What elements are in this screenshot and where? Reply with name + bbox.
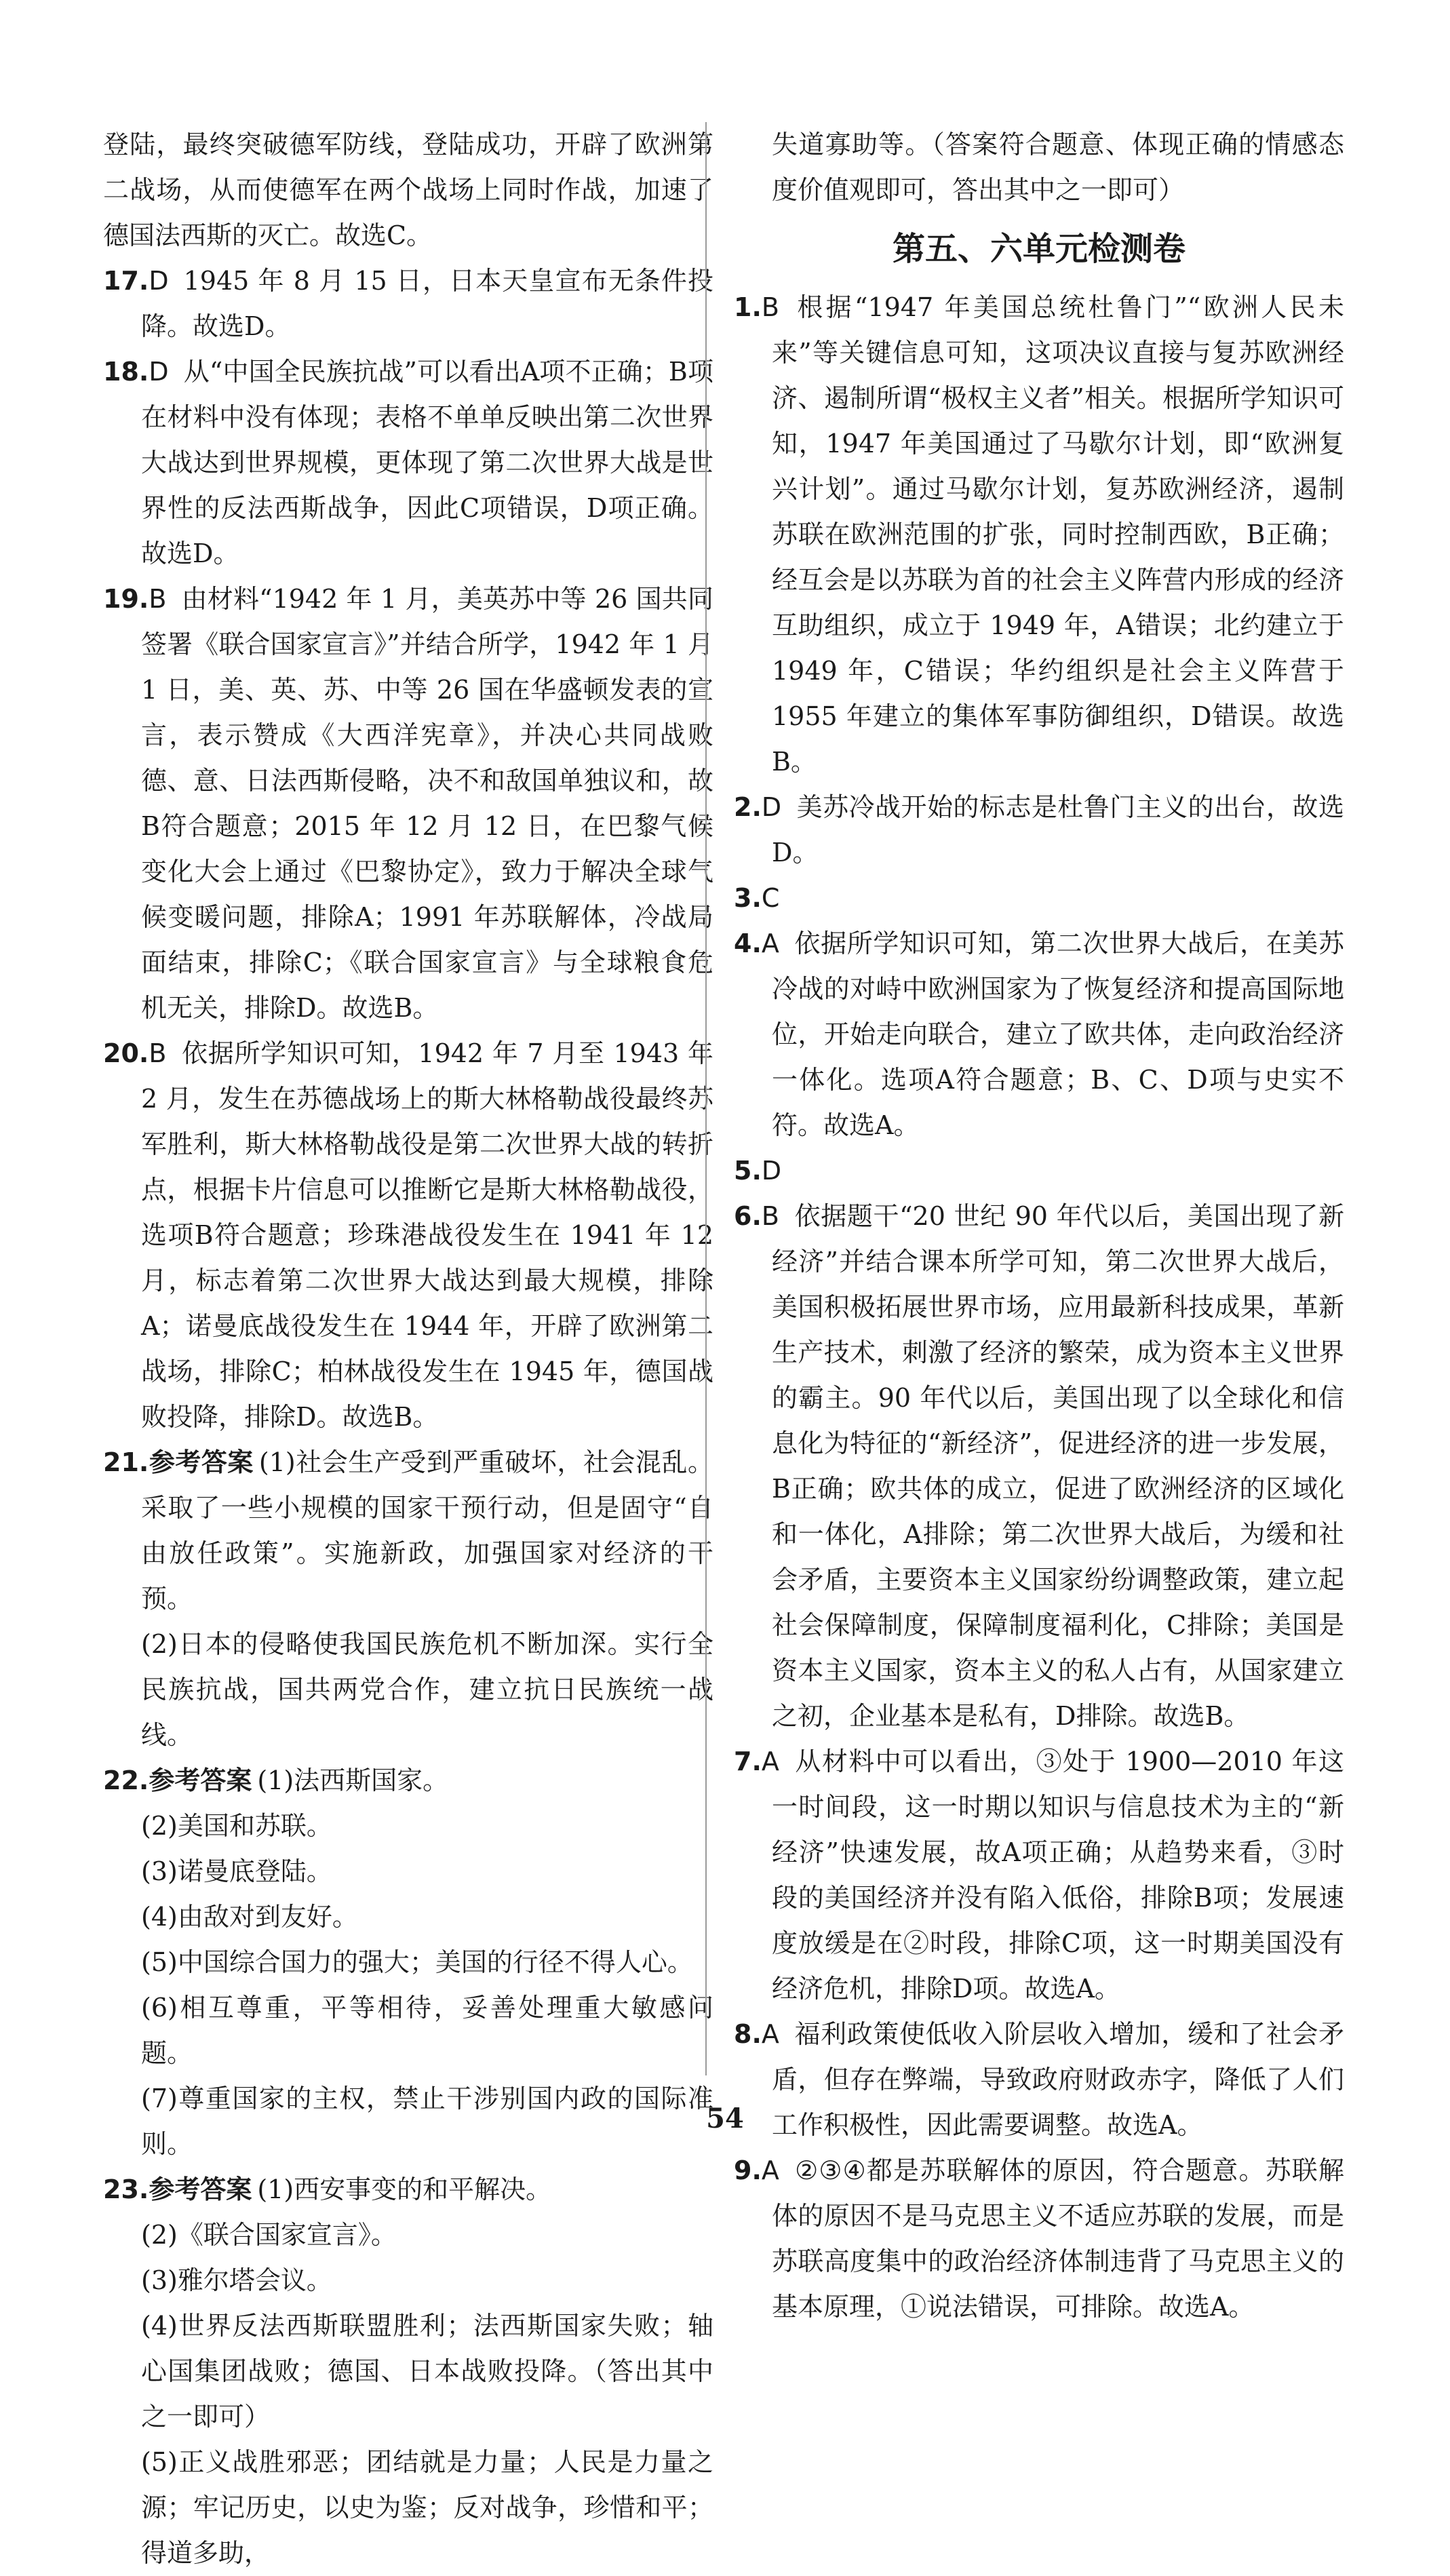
- page-number: 54: [706, 2103, 744, 2134]
- answer-item-21: [103, 1440, 713, 1622]
- answer-choice: A: [761, 2155, 779, 2185]
- explanation: 1945 年 8 月 15 日，日本天皇宣布无条件投降。故选D。: [141, 266, 713, 341]
- answer-item-3: [734, 876, 1344, 921]
- sub-answer-2: (2)日本的侵略使我国民族危机不断加深。实行全民族抗战，国共两党合作，建立抗日民族统一战线。: [141, 1629, 713, 1750]
- left-column: [103, 122, 713, 2576]
- item-number: 5.: [734, 1156, 762, 1186]
- sub-answer-5: (5)正义战胜邪恶；团结就是力量；人民是力量之源；牢记历史，以史为鉴；反对战争，珍惜和平；得道多助，: [141, 2447, 713, 2568]
- item-number: 19.: [103, 584, 149, 614]
- answer-item-19: [103, 577, 713, 1031]
- answer-item-18: [103, 349, 713, 577]
- reference-answer-label: 参考答案: [149, 2174, 252, 2204]
- item-number: 9.: [734, 2155, 762, 2185]
- sub-answer-5: (5)中国综合国力的强大；美国的行径不得人心。: [141, 1947, 693, 1977]
- sub-answer-4: (4)由敌对到友好。: [141, 1902, 358, 1932]
- intro-continuation: 登陆，最终突破德军防线，登陆成功，开辟了欧洲第二战场，从而使德军在两个战场上同时作战，加速了德国法西斯的灭亡。故选C。: [103, 130, 713, 250]
- item-number: 3.: [734, 883, 762, 913]
- answer-item-23: [103, 2167, 713, 2212]
- item-number: 7.: [734, 1746, 762, 1776]
- answer-choice: A: [761, 2019, 779, 2049]
- answer-choice: D: [761, 1156, 782, 1186]
- answer-item-1: [734, 285, 1344, 785]
- continuation-text: 失道寡助等。（答案符合题意、体现正确的情感态度价值观即可，答出其中之一即可）: [772, 130, 1344, 205]
- answer-item-22: [103, 1758, 713, 1803]
- explanation: ②③④都是苏联解体的原因，符合题意。苏联解体的原因不是马克思主义不适应苏联的发展，而是苏联高度集中的政治经济体制违背了马克思主义的基本原理，①说法错误，可排除。故选A。: [772, 2155, 1344, 2322]
- sub-answer-7: (7)尊重国家的主权，禁止干涉别国内政的国际准则。: [141, 2084, 713, 2159]
- answer-item-6: [734, 1194, 1344, 1739]
- item-number: 22.: [103, 1765, 149, 1795]
- item-number: 1.: [734, 292, 762, 322]
- answer-choice: D: [149, 266, 169, 296]
- item-number: 21.: [103, 1447, 149, 1477]
- right-column: [734, 122, 1344, 2330]
- answer-item-5: [734, 1148, 1344, 1194]
- sub-answer-2: (2)美国和苏联。: [141, 1811, 332, 1841]
- sub-answer-1: (1)社会生产受到严重破坏，社会混乱。采取了一些小规模的国家干预行动，但是固守“自由放任政策”。实施新政，加强国家对经济的干预。: [141, 1447, 713, 1614]
- reference-answer-label: 参考答案: [149, 1447, 254, 1477]
- answer-item-4: [734, 921, 1344, 1148]
- section-title: 第五、六单元检测卷: [892, 230, 1186, 268]
- answer-choice: B: [761, 1201, 779, 1231]
- item-number: 2.: [734, 792, 762, 822]
- explanation: 福利政策使低收入阶层收入增加，缓和了社会矛盾，但存在弊端，导致政府财政赤字，降低了人们工作积极性，因此需要调整。故选A。: [772, 2019, 1344, 2140]
- item-number: 4.: [734, 929, 762, 958]
- answer-choice: B: [149, 1038, 167, 1068]
- explanation: 依据题干“20 世纪 90 年代以后，美国出现了新经济”并结合课本所学可知，第二次世界大战后，美国积极拓展世界市场，应用最新科技成果，革新生产技术，刺激了经济的繁荣，成为资本主义世界的霸主。90 年代以后，美国出现了以全球化和信息化为特征的“新经济”，促进经济的进一步发展，B正确；欧共体的成立，促进了欧洲经济的区域化和一体化，A排除；第二次世界大战后，为缓和社会矛盾，主要资本主义国家纷纷调整政策，建立起社会保障制度，保障制度福利化，C排除；美国是资本主义国家，资本主义的私人占有，从国家建立之初，企业基本是私有，D排除。故选B。: [772, 1201, 1344, 1731]
- answer-item-17: [103, 258, 713, 349]
- explanation: 依据所学知识可知，1942 年 7 月至 1943 年 2 月，发生在苏德战场上的斯大林格勒战役最终苏军胜利，斯大林格勒战役是第二次世界大战的转折点，根据卡片信息可以推断它是斯大林格勒战役，选项B符合题意；珍珠港战役发生在 1941 年 12 月，标志着第二次世界大战达到最大规模，排除A；诺曼底战役发生在 1944 年，开辟了欧洲第二战场，排除C；柏林战役发生在 1945 年，德国战败投降，排除D。故选B。: [141, 1038, 713, 1432]
- answer-choice: D: [149, 357, 169, 387]
- answer-choice: D: [761, 792, 782, 822]
- item-number: 18.: [103, 357, 149, 387]
- answer-choice: B: [149, 584, 167, 614]
- answer-choice: A: [761, 929, 779, 958]
- item-number: 20.: [103, 1038, 149, 1068]
- sub-answer-6: (6)相互尊重，平等相待，妥善处理重大敏感问题。: [141, 1993, 713, 2068]
- sub-answer-3: (3)雅尔塔会议。: [141, 2265, 332, 2295]
- answer-choice: B: [761, 292, 779, 322]
- sub-answer-3: (3)诺曼底登陆。: [141, 1856, 332, 1886]
- explanation: 美苏冷战开始的标志是杜鲁门主义的出台，故选D。: [772, 792, 1344, 867]
- explanation: 从“中国全民族抗战”可以看出A项不正确；B项在材料中没有体现；表格不单单反映出第二次世界大战达到世界规模，更体现了第二次世界大战是世界性的反法西斯战争，因此C项错误，D项正确。故选D。: [141, 357, 713, 568]
- explanation: 从材料中可以看出，③处于 1900—2010 年这一时间段，这一时期以知识与信息技术为主的“新经济”快速发展，故A项正确；从趋势来看，③时段的美国经济并没有陷入低俗，排除B项；发展速度放缓是在②时段，排除C项，这一时期美国没有经济危机，排除D项。故选A。: [772, 1746, 1344, 2004]
- item-number: 23.: [103, 2174, 149, 2204]
- sub-answer-2: (2)《联合国家宣言》。: [141, 2220, 397, 2250]
- answer-choice: A: [761, 1746, 779, 1776]
- reference-answer-label: 参考答案: [149, 1765, 252, 1795]
- sub-answer-4: (4)世界反法西斯联盟胜利；法西斯国家失败；轴心国集团战败；德国、日本战败投降。（答出其中之一即可）: [141, 2311, 713, 2432]
- answer-choice: C: [761, 883, 780, 913]
- column-divider: [705, 122, 707, 2075]
- sub-answer-1: (1)西安事变的和平解决。: [257, 2174, 552, 2204]
- answer-item-7: [734, 1739, 1344, 2012]
- explanation: 根据“1947 年美国总统杜鲁门”“欧洲人民未来”等关键信息可知，这项决议直接与复苏欧洲经济、遏制所谓“极权主义者”相关。根据所学知识可知，1947 年美国通过了马歇尔计划，即“欧洲复兴计划”。通过马歇尔计划，复苏欧洲经济，遏制苏联在欧洲范围的扩张，同时控制西欧，B正确；经互会是以苏联为首的社会主义阵营内形成的经济互助组织，成立于 1949 年，A错误；北约建立于 1949 年，C错误；华约组织是社会主义阵营于 1955 年建立的集体军事防御组织，D错误。故选B。: [772, 292, 1344, 777]
- explanation: 由材料“1942 年 1 月，美英苏中等 26 国共同签署《联合国家宣言》”并结合所学，1942 年 1 月 1 日，美、英、苏、中等 26 国在华盛顿发表的宣言，表示赞成《大西洋宪章》，并决心共同战败德、意、日法西斯侵略，决不和敌国单独议和，故B符合题意；2015 年 12 月 12 日，在巴黎气候变化大会上通过《巴黎协定》，致力于解决全球气候变暖问题，排除A；1991 年苏联解体，冷战局面结束，排除C；《联合国家宣言》与全球粮食危机无关，排除D。故选B。: [141, 584, 713, 1023]
- item-number: 17.: [103, 266, 149, 296]
- item-number: 6.: [734, 1201, 762, 1231]
- answer-item-2: [734, 785, 1344, 876]
- explanation: 依据所学知识可知，第二次世界大战后，在美苏冷战的对峙中欧洲国家为了恢复经济和提高国际地位，开始走向联合，建立了欧共体，走向政治经济一体化。选项A符合题意；B、C、D项与史实不符。故选A。: [772, 929, 1344, 1140]
- answer-item-9: [734, 2148, 1344, 2330]
- answer-item-20: [103, 1031, 713, 1440]
- item-number: 8.: [734, 2019, 762, 2049]
- sub-answer-1: (1)法西斯国家。: [257, 1765, 449, 1795]
